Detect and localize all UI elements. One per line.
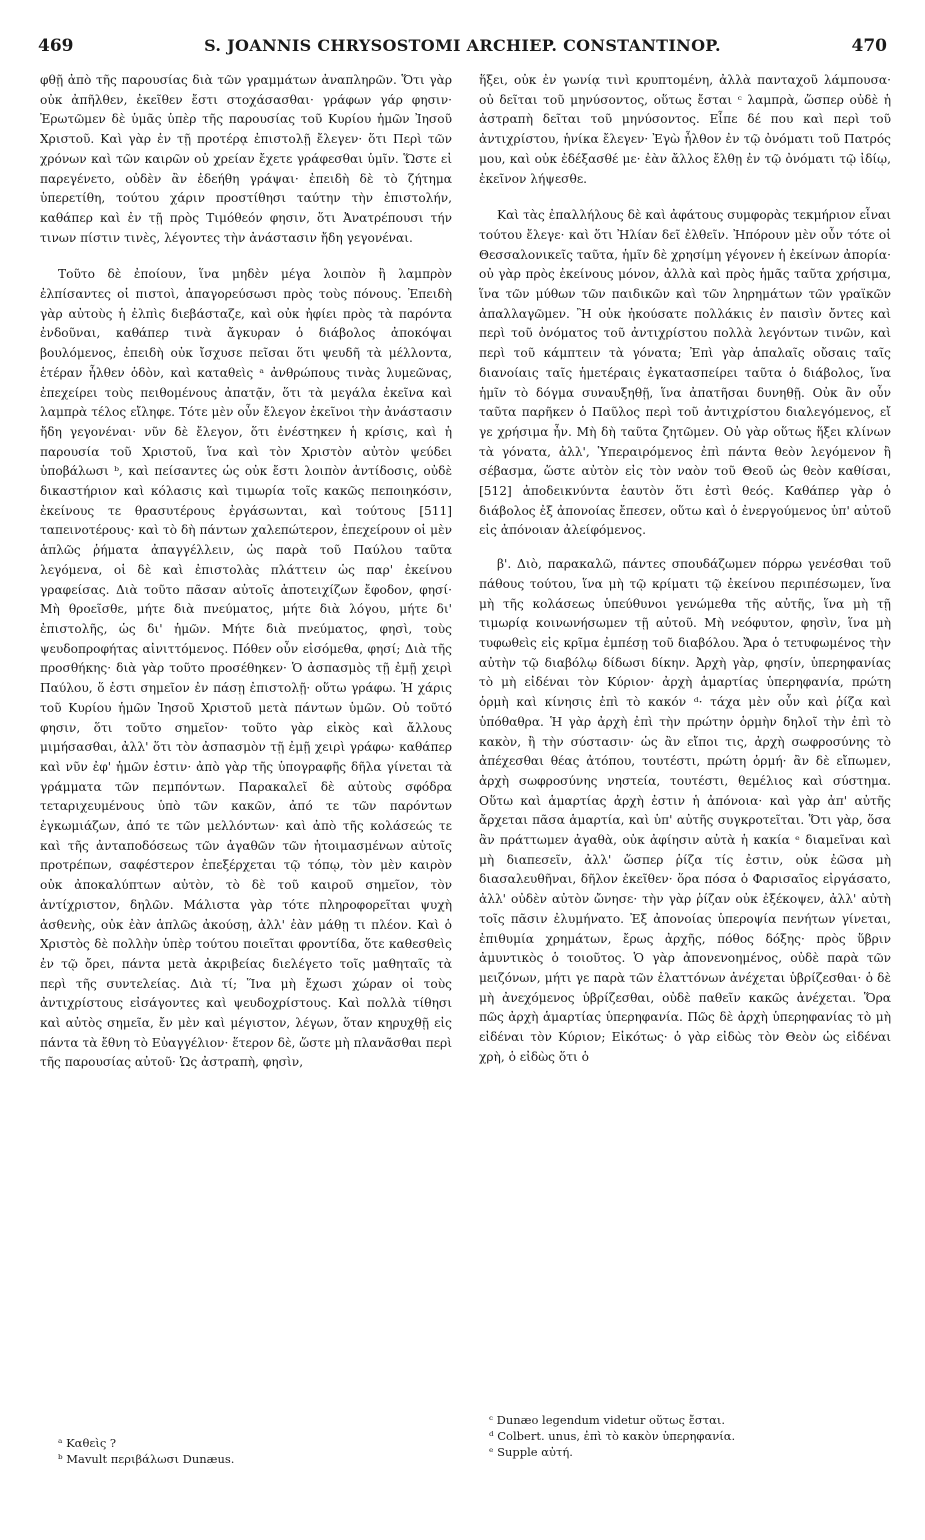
left-column [40,71,452,1073]
footnote-e: ᵉ Supple αὐτή. [489,1445,573,1459]
page-number-left: 469 [38,36,74,56]
left-paragraph-2: Τοῦτο δὲ ἐποίουν, ἵνα μηδὲν μέγα λοιπὸν ἢ λαμπρὸν ἐλπίσαντες οἱ πιστοὶ, ἀπαγορεύσωσι πρὸς τοὺς πόνους. Ἐπειδὴ γὰρ αὐτοὺς ἡ ἐλπὶς διεβάσταζε, καὶ οὐκ ἠφίει πρὸς τὰ παρόντα ἐνδοῦναι, καθάπερ τινὰ ἄγκυραν ὁ διάβολος ἀποκόψαι βουλόμενος, ἐπειδὴ οὐκ ἴσχυσε πεῖσαι ὅτι ψευδῆ τὰ μέλλοντα, ἑτέραν ἦλθεν ὁδὸν, καὶ καταθεὶς ᵃ ἀνθρώπους τινὰς λυμεῶνας, ἐπεχείρει τοὺς πειθομένους ἀπατᾷν, ὅτι τὰ μεγάλα ἐκεῖνα καὶ λαμπρὰ τέλος εἴληφε. Τότε μὲν οὖν ἔλεγον ἐκεῖνοι τὴν ἀνάστασιν ἤδη γεγονέναι· νῦν δὲ ἔλεγον, ὅτι ἐνέστηκεν ἡ κρίσις, καὶ ἡ παρουσία τοῦ Χριστοῦ, ἵνα καὶ τὸν Χριστὸν αὐτὸν ψεύδει ὑποβάλωσι ᵇ, καὶ πείσαντες ὡς οὐκ ἔστι λοιπὸν ἀντίδοσις, οὐδὲ δικαστήριον καὶ κόλασις καὶ τιμωρία τοῖς κακῶς πεποιηκόσιν, ἐκείνους τε θρασυτέρους ἐργάσωνται, καὶ τούτους [511] ταπεινοτέρους· καὶ τὸ δὴ πάντων χαλεπώτερον, ἐπεχείρουν οἱ μὲν ἁπλῶς ῥήματα ἀπαγγέλλειν, ὡς παρὰ τοῦ Παύλου ταῦτα λεγόμενα, οἱ δὲ καὶ ἐπιστολὰς πλάττειν ὡς παρ' ἐκείνου γραφείσας. Διὰ τοῦτο πᾶσαν αὐτοῖς ἀποτειχίζων ἔφοδον, φησί· Μὴ θροεῖσθε, μήτε διὰ πνεύματος, μήτε διὰ λόγου, μήτε δι' ἐπιστολῆς, ὡς δι' ἡμῶν. Μήτε διὰ πνεύματος, φησὶ, τοὺς ψευδοπροφήτας αἰνιττόμενος. Πόθεν οὖν εἰσόμεθα, φησί; Διὰ τῆς προσθήκης· διὰ γὰρ τοῦτο προσέθηκεν· Ὁ ἀσπασμὸς τῇ ἐμῇ χειρὶ Παύλου, ὅ ἐστι σημεῖον ἐν πάσῃ ἐπιστολῇ· οὕτω γράφω. Ἡ χάρις τοῦ Κυρίου ἡμῶν Ἰησοῦ Χριστοῦ μετὰ πάντων ὑμῶν. Οὐ τοῦτό φησιν, ὅτι τοῦτο σημεῖον· τοῦτο γὰρ εἰκὸς καὶ ἄλλους μιμήσασθαι, ἀλλ' ὅτι τὸν ἀσπασμὸν τῇ ἐμῇ χειρὶ γράφω· καθάπερ καὶ νῦν ἐφ' ἡμῶν ἐστιν· ἀπὸ γὰρ τῆς ὑπογραφῆς δῆλα γίνεται τὰ γράμματα τῶν πεμπόντων. Παρακαλεῖ δὲ αὐτοὺς σφόδρα τεταριχευμένους ὑπὸ τῶν κακῶν, ἀπό τε τῶν παρόντων ἐγκωμιάζων, ἀπό τε τῶν μελλόντων· καὶ ἀπὸ τῆς κολάσεώς τε καὶ τῆς ἀνταποδόσεως τῶν ἀγαθῶν τῶν ἡτοιμασμένων αὐτοῖς προτρέπων, σαφέστερον ἐπεξέρχεται τῷ τόπῳ, τὸν μὲν καιρὸν οὐκ ἀποκαλύπτων αὐτὸν, τὸ δὲ τοῦ καιροῦ σημεῖον, τὸν ἀντίχριστον, δηλῶν. Μάλιστα γὰρ τότε πληροφορεῖται ψυχὴ ἀσθενὴς, οὐκ ἐὰν ἁπλῶς ἀκούσῃ, ἀλλ' ἐὰν μάθῃ τι πλέον. Καὶ ὁ Χριστὸς δὲ πολλὴν ὑπὲρ τούτου ποιεῖται φροντίδα, ὅτε καθεσθεὶς ἐν τῷ ὄρει, πάντα μετὰ ἀκριβείας διελέγετο τοῖς μαθηταῖς τὰ περὶ τῆς συντελείας. Διὰ τί; Ἵνα μὴ ἔχωσι χώραν οἱ τοὺς ἀντιχρίστους εἰσάγοντες καὶ ψευδοχρίστους. Καὶ πολλὰ τίθησι καὶ αὐτὸς σημεῖα, ἔν μὲν καὶ μέγιστον, λέγων, ὅταν κηρυχθῇ εἰς πάντα τὰ ἔθνη τὸ Εὐαγγέλιον· ἕτερον δὲ, ὥστε μὴ πλανᾶσθαι περὶ τῆς παρουσίας αὐτοῦ· Ὡς ἀστραπὴ, φησὶν, [40,267,452,1070]
page-header [30,34,895,64]
footnotes-left [58,1435,438,1467]
right-paragraph-1: ἥξει, οὐκ ἐν γωνίᾳ τινὶ κρυπτομένη, ἀλλὰ πανταχοῦ λάμπουσα· οὐ δεῖται τοῦ μηνύσοντος, οὕτως ἔσται ᶜ λαμπρὰ, ὥσπερ οὐδὲ ἡ ἀστραπὴ δεῖται τοῦ μηνύσοντος. Εἶπε δέ που καὶ περὶ τοῦ ἀντιχρίστου, ἡνίκα ἔλεγεν· Ἐγὼ ἦλθον ἐν τῷ ὀνόματι τοῦ Πατρός μου, καὶ οὐκ ἐδέξασθέ με· ἐὰν ἄλλος ἔλθῃ ἐν τῷ ὀνόματι τῷ ἰδίῳ, ἐκεῖνον λήψεσθε. [479,73,891,186]
right-paragraph-2: Καὶ τὰς ἐπαλλήλους δὲ καὶ ἀφάτους συμφορὰς τεκμήριον εἶναι τούτου ἔλεγε· καὶ ὅτι Ἠλίαν δεῖ ἐλθεῖν. Ἠπόρουν μὲν οὖν τότε οἱ Θεσσαλονικεῖς ταῦτα, ἡμῖν δὲ χρησίμη γέγονεν ἡ ἐκείνων ἀπορία· οὐ γὰρ πρὸς ἐκείνους μόνον, ἀλλὰ καὶ πρὸς ἡμᾶς ταῦτα χρήσιμα, ἵνα τῶν μύθων τῶν παιδικῶν καὶ τῶν ληρημάτων τῶν γραϊκῶν ἀπαλλαγῶμεν. Ἢ οὐκ ἠκούσατε πολλάκις ἐν παισὶν ὄντες καὶ περὶ τοῦ ὀνόματος τοῦ ἀντιχρίστου πολλὰ λεγόντων τινῶν, καὶ περὶ τοῦ κάμπτειν τὰ γόνατα; Ἐπὶ γὰρ ἁπαλαῖς οὔσαις ταῖς διανοίαις ταῖς ἡμετέραις ἐγκατασπείρει ταῦτα ὁ διάβολος, ἵνα ἡμῖν τὸ δόγμα συναυξηθῇ, ἵνα ἀπατῆσαι δυνηθῇ. Οὐκ ἂν οὖν ταῦτα παρῆκεν ὁ Παῦλος περὶ τοῦ ἀντιχρίστου διαλεγόμενος, εἴ γε χρήσιμα ἦν. Μὴ δὴ ταῦτα ζητῶμεν. Οὐ γὰρ οὕτως ἥξει κλίνων τὰ γόνατα, ἀλλ', Ὑπεραιρόμενος ἐπὶ πάντα θεὸν λεγόμενον ἢ σέβασμα, ὥστε αὐτὸν εἰς τὸν ναὸν τοῦ Θεοῦ ὡς θεὸν καθίσαι, [512] ἀποδεικνύντα ἑαυτὸν ὅτι ἐστὶ θεός. Καθάπερ γὰρ ὁ διάβολος ἐξ ἀπονοίας ἔπεσεν, οὕτω καὶ ὁ ἐνεργούμενος ὑπ' αὐτοῦ εἰς ἀπόνοιαν ἀλείφόμενος. [479,208,891,538]
right-paragraph-3: β'. Διὸ, παρακαλῶ, πάντες σπουδάζωμεν πόρρω γενέσθαι τοῦ πάθους τούτου, ἵνα μὴ τῷ κρίματι τῷ ἐκείνου περιπέσωμεν, ἵνα μὴ τῆς κολάσεως ὑπεύθυνοι γενώμεθα τῆς αὐτῆς, ἵνα μὴ τῇ τιμωρίᾳ κοινωνήσωμεν τῇ αὐτοῦ. Μὴ νεόφυτον, φησὶν, ἵνα μὴ τυφωθεὶς εἰς κρῖμα ἐμπέσῃ τοῦ διαβόλου. Ἄρα ὁ τετυφωμένος τὴν αὐτὴν τῷ διαβόλῳ δίδωσι δίκην. Ἀρχὴ γὰρ, φησίν, ὑπερηφανίας τὸ μὴ εἰδέναι τὸν Κύριον· ἀρχὴ ἁμαρτίας ὑπερηφανία, πρώτη ὁρμὴ καὶ κίνησις ἐπὶ τὸ κακόν ᵈ· τάχα μὲν οὖν καὶ ῥίζα καὶ ὑπόθαθρα. Ἡ γὰρ ἀρχὴ ἐπὶ τὴν πρώτην ὁρμὴν δηλοῖ τὴν ἐπὶ τὸ κακὸν, ἢ τὴν σύστασιν· ὡς ἂν εἴποι τις, ἀρχὴ σωφροσύνης τὸ ἀπέχεσθαι θέας ἀτόπου, τουτέστι, πρώτη ὁρμή· ἂν δὲ εἴπωμεν, ἀρχὴ σωφροσύνης νηστεία, τουτέστι, θεμέλιος καὶ σύστημα. Οὕτω καὶ ἁμαρτίας ἀρχὴ ἐστιν ἡ ἀπόνοια· καὶ γὰρ ἀπ' αὐτῆς ἄρχεται πᾶσα ἁμαρτία, καὶ ὑπ' αὐτῆς συγκροτεῖται. Ὅτι γὰρ, ὅσα ἂν πράττωμεν ἀγαθὰ, οὐκ ἀφίησιν αὐτὰ ἡ κακία ᵉ διαμεῖναι καὶ μὴ διαπεσεῖν, ἀλλ' ὥσπερ ῥίζα τίς ἐστιν, οὐκ ἐῶσα μὴ διασαλευθῆναι, δῆλον ἐκεῖθεν· ὅρα πόσα ὁ Φαρισαῖος εἰργάσατο, ἀλλ' οὐδὲν αὐτὸν ὤνησε· τὴν γὰρ ῥίζαν οὐκ ἐξέκοψεν, ἀλλ' αὐτὴ τοῖς πᾶσιν ἐλυμήνατο. Ἐξ ἀπονοίας ὑπεροψία πενήτων γίνεται, ἐπιθυμία χρημάτων, ἔρως ἀρχῆς, πόθος δόξης· πρὸς ὕβριν ἀμυντικὸς ὁ τοιοῦτος. Ὁ γὰρ ἀπονενοημένος, οὐδὲ παρὰ τῶν μειζόνων, μήτι γε παρὰ τῶν ἐλαττόνων ἀνέχεται ὑβρίζεσθαι· ὁ δὲ μὴ ἀνεχόμενος ὑβρίζεσθαι, οὐδὲ παθεῖν κακῶς ἀνέχεται. Ὅρα πῶς ἀρχὴ ἁμαρτίας ὑπερηφανία. Πῶς δὲ ἀρχὴ ὑπερηφανίας τὸ μὴ εἰδέναι τὸν Κύριον; Εἰκότως· ὁ γὰρ εἰδὼς τὸν Θεὸν ὡς εἰδέναι χρὴ, ὁ εἰδὼς ὅτι ὁ [479,557,891,1064]
footnote-d: ᵈ Colbert. unus, ἐπὶ τὸ κακὸν ὑπερηφανία. [489,1429,736,1443]
footnote-c: ᶜ Dunæo legendum videtur οὕτως ἔσται. [489,1413,726,1427]
running-title: S. JOANNIS CHRYSOSTOMI ARCHIEP. CONSTANTINOP. [204,36,721,55]
footnotes-right [489,1412,889,1460]
right-column [479,71,891,1067]
page-number-right: 470 [851,36,887,56]
left-paragraph-1: φθῇ ἀπὸ τῆς παρουσίας διὰ τῶν γραμμάτων ἀναπληρῶν. Ὅτι γὰρ οὐκ ἀπῆλθεν, ἐκεῖθεν ἔστι στοχάσασθαι· γράφων γάρ φησιν· Ἐρωτῶμεν δὲ ὑμᾶς ὑπὲρ τῆς παρουσίας τοῦ Κυρίου ἡμῶν Ἰησοῦ Χριστοῦ. Καὶ γὰρ ἐν τῇ προτέρᾳ ἐπιστολῇ ἔλεγεν· ὅτι Περὶ τῶν χρόνων καὶ τῶν καιρῶν οὐ χρείαν ἔχετε γράφεσθαι ὑμῖν. Ὥστε εἰ παρεγένετο, οὐδὲν ἂν ἐδεήθη γράψαι· ἐπειδὴ δὲ τὸ ζήτημα ὑπερετίθη, τούτου χάριν προστίθησι ταύτην τὴν ἐπιστολήν, καθάπερ καὶ ἐν τῇ πρὸς Τιμόθεόν φησιν, ὅτι Ἀνατρέπουσι τήν τινων πίστιν τινὲς, λέγοντες τὴν ἀνάστασιν ἤδη γεγονέναι. [40,73,452,245]
footnote-a: ᵃ Καθεὶς ? [58,1436,117,1450]
footnote-b: ᵇ Mavult περιβάλωσι Dunæus. [58,1452,235,1466]
